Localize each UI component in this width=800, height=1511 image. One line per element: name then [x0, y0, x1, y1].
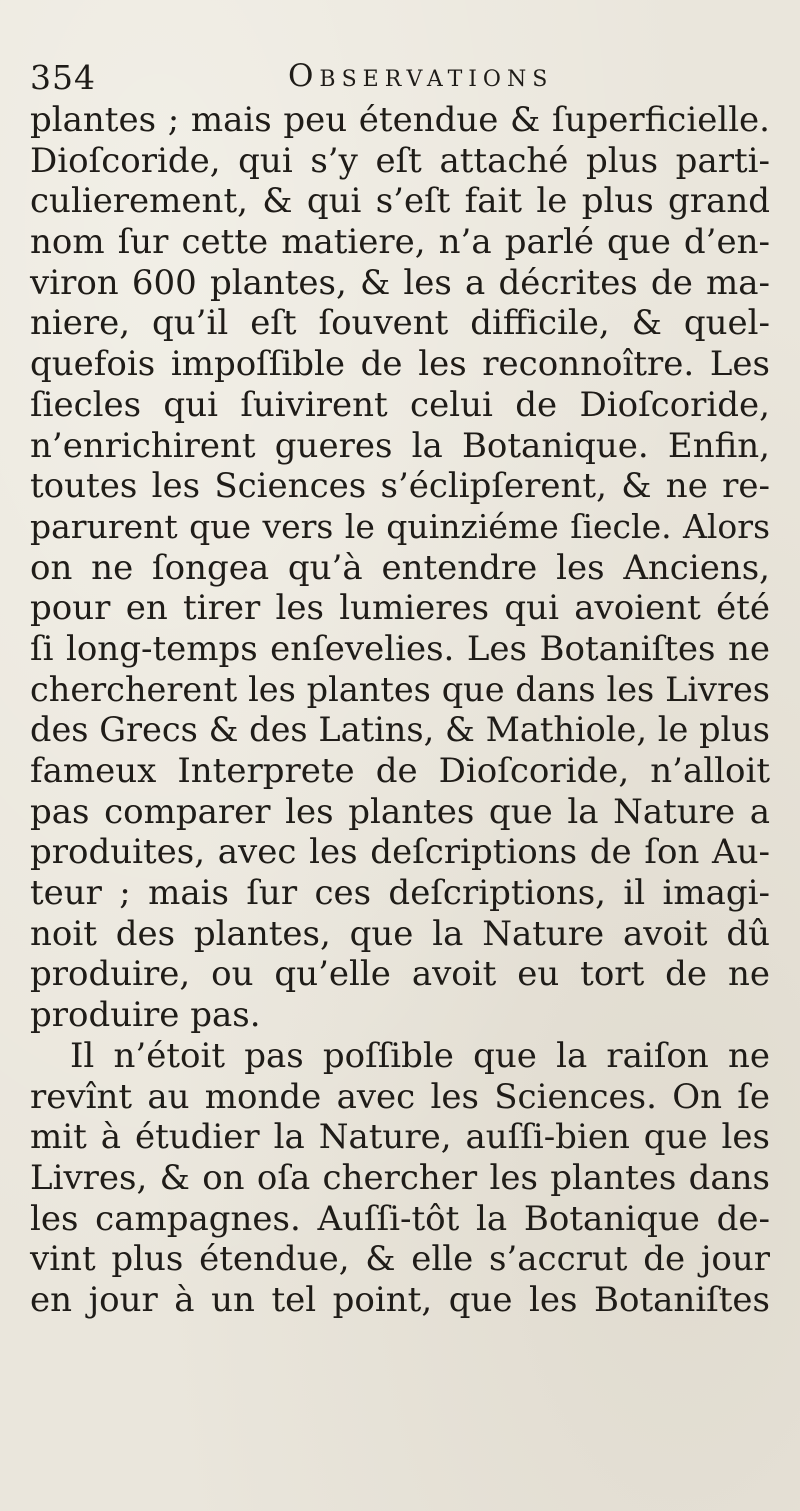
text-line: fameux Interprete de Dioſcoride, n’alloit: [30, 751, 770, 791]
text-line: plantes ; mais peu étendue & ſuperficielle.: [30, 100, 770, 140]
text-line: noit des plantes, que la Nature avoit dû: [30, 913, 770, 954]
text-line: ſi long-temps enſevelies. Les Botaniſtes ne: [30, 628, 770, 669]
text-line: viron 600 plantes, & les a décrites de ma-: [30, 262, 770, 303]
text-line: niere, qu’il eſt ſouvent difficile, & quel-: [30, 303, 770, 344]
text-line: revînt au monde avec les Sciences. On ſe: [30, 1076, 770, 1117]
text-line: en jour à un tel point, que les Botaniſtes: [30, 1279, 770, 1320]
text-line: produites, avec les deſcriptions de ſon Au-: [30, 832, 770, 873]
text-line: des Grecs & des Latins, & Mathiole, le plus: [30, 710, 770, 750]
text-line: pas comparer les plantes que la Nature a: [30, 791, 770, 832]
text-line: nom ſur cette matiere, n’a parlé que d’en-: [30, 222, 770, 263]
text-line: produire, ou qu’elle avoit eu tort de ne: [30, 954, 770, 995]
text-line: Livres, & on oſa chercher les plantes dans: [30, 1157, 770, 1198]
text-line: toutes les Sciences s’éclipſerent, & ne re-: [30, 466, 770, 507]
text-line: les campagnes. Auſſi-tôt la Botanique de-: [30, 1198, 770, 1239]
page-number: 354: [30, 58, 96, 97]
text-line: ſiecles qui ſuivirent celui de Dioſcoride,: [30, 384, 770, 425]
text-line: teur ; mais ſur ces deſcriptions, il imagi-: [30, 873, 770, 914]
text-line: pour en tirer les lumieres qui avoient été: [30, 588, 770, 629]
text-line-paragraph-end: produire pas.: [30, 995, 261, 1036]
text-line: Dioſcoride, qui s’y eſt attaché plus parti-: [30, 140, 770, 181]
text-line: chercherent les plantes que dans les Livres: [30, 669, 770, 709]
text-line: culierement, & qui s’eſt fait le plus grand: [30, 181, 770, 222]
text-line-paragraph-start: Il n’étoit pas poſſible que la raiſon ne: [70, 1035, 770, 1076]
text-line: quefois impoſſible de les reconnoître. Les: [30, 344, 770, 385]
text-line: n’enrichirent gueres la Botanique. Enfin,: [30, 425, 770, 466]
running-title: Observations: [288, 58, 554, 94]
text-line: vint plus étendue, & elle s’accrut de jour: [30, 1239, 770, 1280]
body-text: [30, 100, 770, 1321]
running-head: [30, 58, 770, 98]
text-line: mit à étudier la Nature, auſſi-bien que les: [30, 1117, 770, 1158]
text-line: on ne ſongea qu’à entendre les Anciens,: [30, 547, 770, 588]
text-line: parurent que vers le quinziéme ſiecle. Alors: [30, 506, 770, 546]
